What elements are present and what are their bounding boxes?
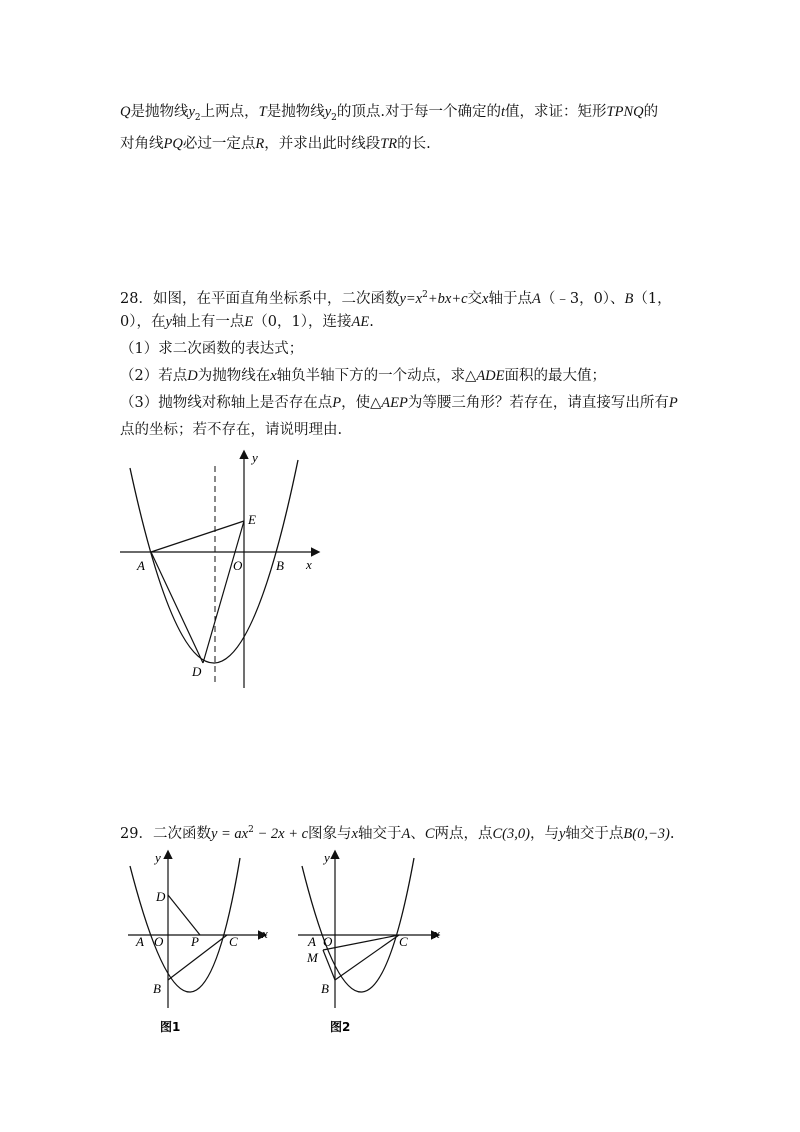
label-m: M xyxy=(307,950,318,965)
p28-question-3a: （3）抛物线对称轴上是否存在点P，使△AEP为等腰三角形？若存在，请直接写出所有P xyxy=(120,395,678,411)
label-x: x xyxy=(434,926,440,941)
p28-line-2: 0），在y轴上有一点E（0，1），连接AE. xyxy=(120,314,374,330)
parabola xyxy=(130,858,240,992)
p28-line-1: 28．如图，在平面直角坐标系中，二次函数$y=x^2+bx+c$交x轴于点A（﹣3，0）、B（1， xyxy=(120,290,672,307)
label-b: B xyxy=(153,981,161,996)
p28-question-1: （1）求二次函数的表达式； xyxy=(120,341,304,357)
label-c: C xyxy=(399,934,408,949)
label-p: P xyxy=(191,934,199,949)
label-e: E xyxy=(248,512,256,527)
label-b: B xyxy=(276,558,284,573)
label-y: y xyxy=(252,450,258,465)
var: Q xyxy=(120,104,131,120)
p27-line-2: 对角线PQ必过一定点R，并求出此时线段TR的长. xyxy=(120,136,431,152)
p28-question-3b: 点的坐标；若不存在，请说明理由. xyxy=(120,422,343,438)
label-y: y xyxy=(324,850,330,865)
segment-ad xyxy=(151,552,203,663)
segment-de xyxy=(203,521,244,663)
label-a: A xyxy=(136,934,144,949)
label-x: x xyxy=(306,557,312,572)
label-o: O xyxy=(154,934,164,949)
label-o: O xyxy=(233,558,243,573)
label-d: D xyxy=(156,889,166,904)
segment-dp xyxy=(168,895,200,935)
label-d: D xyxy=(192,664,202,679)
label-y: y xyxy=(155,850,161,865)
label-b: B xyxy=(321,981,329,996)
segment-mb xyxy=(323,950,335,980)
figure-28 xyxy=(110,445,330,695)
caption: 图1 xyxy=(160,1020,181,1034)
figure-29-1 xyxy=(120,845,280,1045)
label-o: O xyxy=(323,934,333,949)
p29-line-1: 29．二次函数$y = ax^2 - 2x + c$图象与x轴交于A、C两点，点C(3,0)，与y轴交于点B(0,−3). xyxy=(120,825,675,842)
figure-29-2 xyxy=(290,845,450,1045)
p27-line-1: Q是抛物线$y_2$上两点，T是抛物线$y_2$的顶点.对于每一个确定的t值，求证：矩形TPNQ的 xyxy=(120,104,659,123)
parabola xyxy=(302,858,414,992)
p28-question-2: （2）若点D为抛物线在x轴负半轴下方的一个动点，求△ADE面积的最大值； xyxy=(120,368,606,384)
label-c: C xyxy=(229,934,238,949)
label-a: A xyxy=(308,934,316,949)
segment-ae xyxy=(151,521,244,552)
label-a: A xyxy=(137,558,145,573)
caption: 图2 xyxy=(330,1020,351,1034)
label-x: x xyxy=(262,926,268,941)
